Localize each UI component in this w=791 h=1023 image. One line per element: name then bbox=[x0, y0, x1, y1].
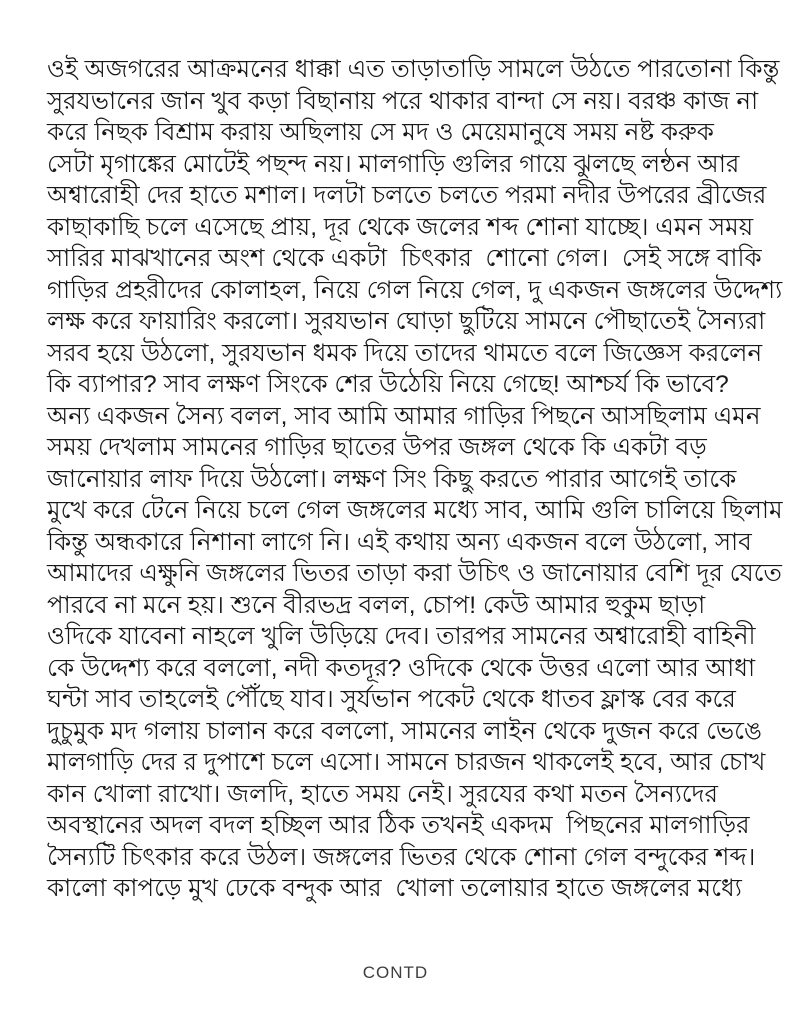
text-line: কান খোলা রাখো। জলদি, হাতে সময় নেই। সুরযের কথা মতন সৈন্যদের bbox=[47, 780, 719, 808]
text-line: ওদিকে যাবেনা নাহলে খুলি উড়িয়ে দেব। তারপর সামনের অশ্বারোহী বাহিনী bbox=[47, 623, 756, 650]
text-line: মালগাড়ি দের র দুপাশে চলে এসো। সামনে চারজন থাকলেই হবে, আর চোখ bbox=[47, 749, 766, 776]
text-line: ঘন্টা সাব তাহলেই পৌঁছে যাব। সুর্যভান পকেট থেকে ধাতব ফ্লাস্ক বের করে bbox=[47, 686, 736, 713]
text-line: কালো কাপড়ে মুখ ঢেকে বন্দুক আর খোলা তলোয়ার হাতে জঙ্গলের মধ্যে bbox=[47, 875, 742, 902]
text-line: কিন্তু অন্ধকারে নিশানা লাগে নি। এই কথায় অন্য একজন বলে উঠলো, সাব bbox=[47, 528, 752, 556]
text-line: অন্য একজন সৈন্য বলল, সাব আমি আমার গাড়ির পিছনে আসছিলাম এমন bbox=[47, 402, 761, 430]
text-line: অবস্থানের অদল বদল হচ্ছিল আর ঠিক তখনই একদম পিছনের মালগাড়ির bbox=[47, 812, 750, 839]
text-line: পারবে না মনে হয়। শুনে বীরভদ্র বলল, চোপ! কেউ আমার হুকুম ছাড়া bbox=[47, 591, 706, 619]
text-line: কে উদ্দেশ্য করে বললো, নদী কতদূর? ওদিকে থেকে উত্তর এলো আর আধা bbox=[47, 654, 756, 682]
text-line: লক্ষ করে ফায়ারিং করলো। সুরযভান ঘোড়া ছুটিয়ে সামনে পৌছাতেই সৈন্যরা bbox=[47, 308, 766, 335]
text-line: ওই অজগরের আক্রমনের ধাক্কা এত তাড়াতাড়ি সামলে উঠতে পারতোনা কিন্তু bbox=[47, 56, 780, 83]
text-line: সেটা মৃগাঙ্কের মোটেই পছন্দ নয়। মালগাড়ি গুলির গায়ে ঝুলছে লন্ঠন আর bbox=[47, 150, 740, 178]
text-line: কাছাকাছি চলে এসেছে প্রায়, দূর থেকে জলের শব্দ শোনা যাচ্ছে। এমন সময় bbox=[47, 213, 754, 241]
text-line: সৈন্যটি চিৎকার করে উঠল। জঙ্গলের ভিতর থেকে শোনা গেল বন্দুকের শব্দ। bbox=[47, 843, 756, 871]
text-line: করে নিছক বিশ্রাম করায় অছিলায় সে মদ ও মেয়েমানুষে সময় নষ্ট করুক bbox=[47, 119, 714, 146]
story-paragraph bbox=[47, 54, 783, 905]
text-line: দুচুমুক মদ গলায় চালান করে বললো, সামনের লাইন থেকে দুজন করে ভেঙে bbox=[47, 717, 762, 745]
text-line: মুখে করে টেনে নিয়ে চলে গেল জঙ্গলের মধ্যে সাব, আমি গুলি চালিয়ে ছিলাম bbox=[47, 497, 783, 524]
text-line: অশ্বারোহী দের হাতে মশাল। দলটা চলতে চলতে পরমা নদীর উপরের ব্রীজের bbox=[47, 182, 767, 209]
text-line: সময় দেখলাম সামনের গাড়ির ছাতের উপর জঙ্গল থেকে কি একটা বড় bbox=[47, 434, 707, 461]
page-footer-contd: CONTD bbox=[362, 963, 429, 982]
text-line: কি ব্যাপার? সাব লক্ষণ সিংকে শের উঠেয়ি নিয়ে গেছে! আশ্চর্য কি ভাবে? bbox=[47, 371, 729, 398]
text-line: সুরযভানের জান খুব কড়া বিছানায় পরে থাকার বান্দা সে নয়। বরঞ্চ কাজ না bbox=[47, 87, 759, 115]
text-line: সারির মাঝখানের অংশ থেকে একটা চিৎকার শোনো গেল। সেই সঙ্গে বাকি bbox=[47, 245, 762, 272]
text-line: গাড়ির প্রহরীদের কোলাহল, নিয়ে গেল নিয়ে গেল, দু একজন জঙ্গলের উদ্দেশ্য bbox=[47, 276, 783, 304]
text-line: জানোয়ার লাফ দিয়ে উঠলো। লক্ষণ সিং কিছু করতে পারার আগেই তাকে bbox=[47, 465, 737, 493]
text-line: সরব হয়ে উঠলো, সুরযভান ধমক দিয়ে তাদের থামতে বলে জিজ্ঞেস করলেন bbox=[47, 339, 763, 367]
text-line: আমাদের এক্ষুনি জঙ্গলের ভিতর তাড়া করা উচিৎ ও জানোয়ার বেশি দূর যেতে bbox=[47, 560, 782, 587]
